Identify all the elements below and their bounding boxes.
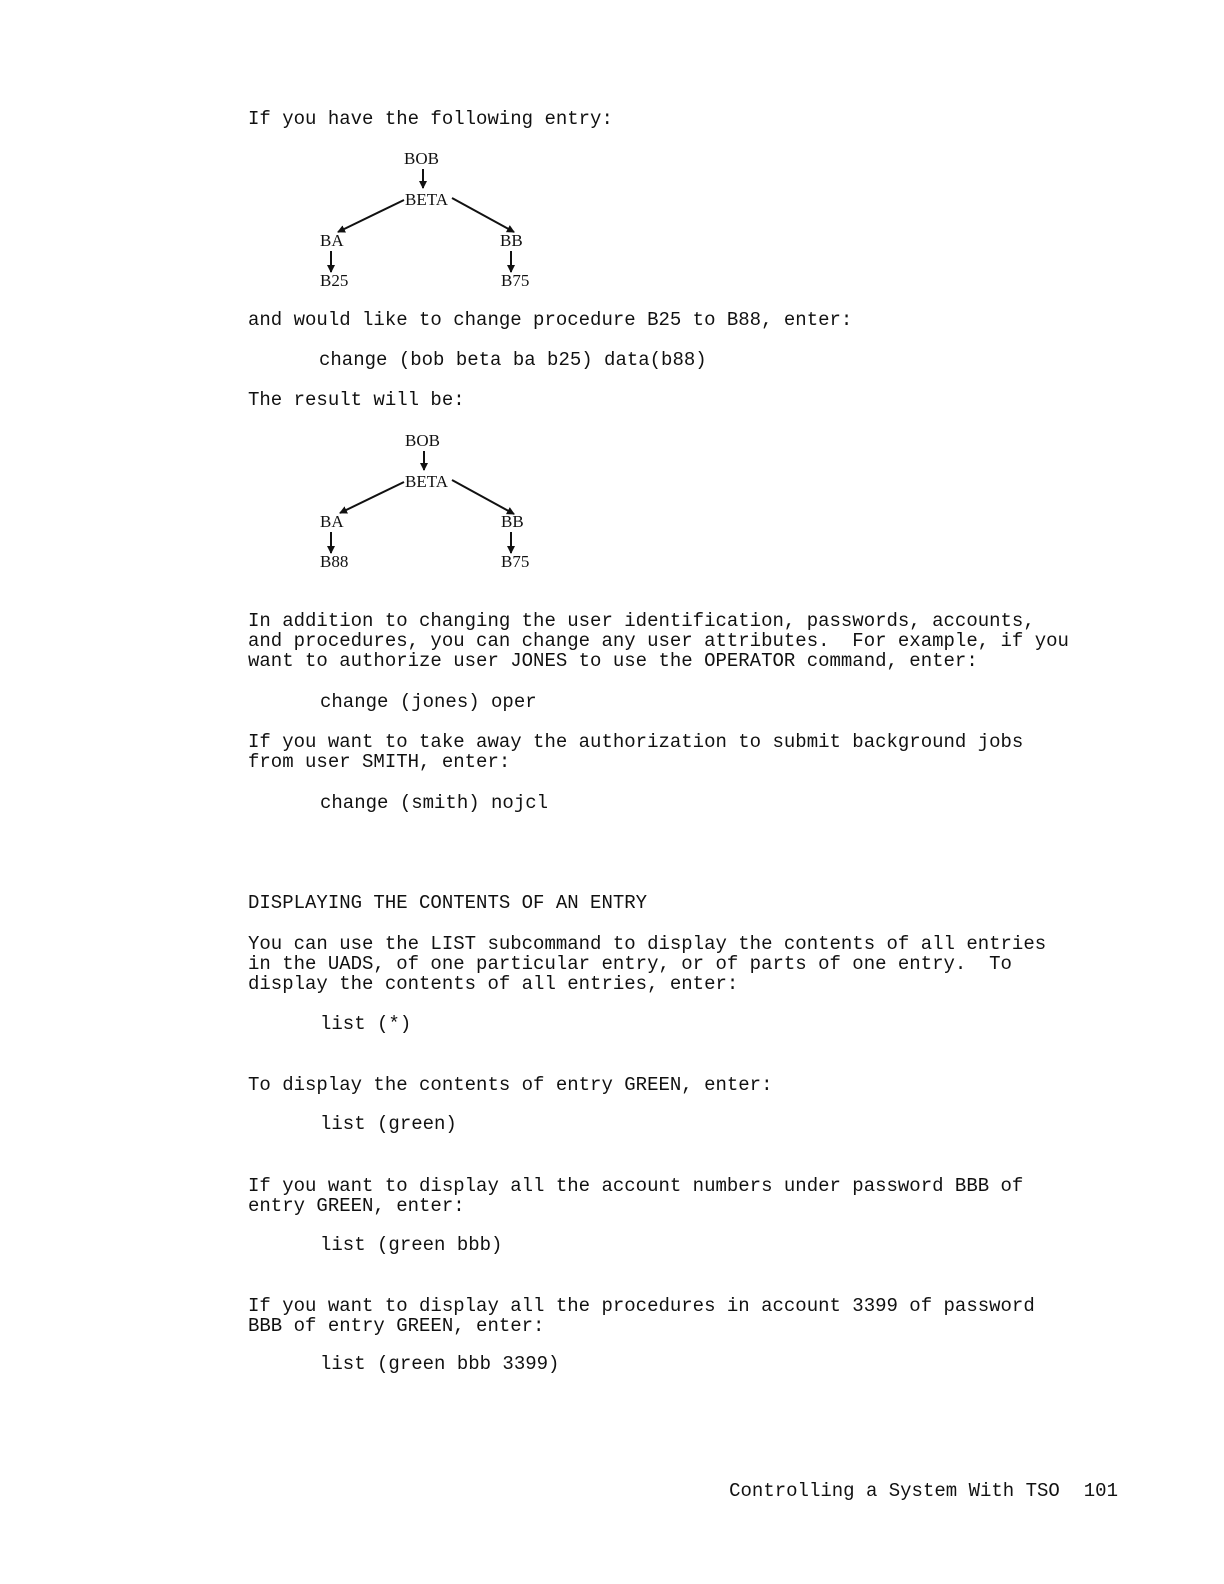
child-to-right-arrow [452, 480, 514, 514]
child-to-left-arrow [340, 482, 404, 513]
tree-child-label: BETA [405, 190, 449, 209]
section-heading: DISPLAYING THE CONTENTS OF AN ENTRY [248, 892, 648, 914]
nojcl-command: change (smith) nojcl [320, 792, 549, 814]
tree-diagram-after [300, 430, 560, 580]
change-text: and would like to change procedure B25 to B88, enter: [248, 309, 853, 331]
addition-para-line-3: want to authorize user JONES to use the OPERATOR command, enter: [248, 650, 978, 672]
addition-para-line-2: and procedures, you can change any user attributes. For example, if you [248, 630, 1069, 652]
proc-para-line-2: BBB of entry GREEN, enter: [248, 1315, 545, 1337]
child-to-right-arrow [452, 198, 514, 232]
tree-left-leaf-label: B88 [320, 552, 349, 571]
takeaway-para-line-1: If you want to take away the authorization to submit background jobs [248, 731, 1024, 753]
child-to-left-arrow [338, 200, 404, 232]
tree-right-branch-label: BB [500, 231, 523, 250]
oper-command: change (jones) oper [320, 691, 537, 713]
proc-para-line-1: If you want to display all the procedures in account 3399 of password [248, 1295, 1035, 1317]
tree-left-branch-label: BA [320, 231, 344, 250]
addition-para-line-1: In addition to changing the user identification, passwords, accounts, [248, 610, 1035, 632]
list-para-line-2: in the UADS, of one particular entry, or of parts of one entry. To [248, 953, 1012, 975]
list-all-command: list (*) [320, 1013, 412, 1035]
tree-right-leaf-label: B75 [501, 552, 530, 571]
tree-root-label: BOB [405, 431, 440, 450]
change-command: change (bob beta ba b25) data(b88) [319, 349, 707, 371]
list-para-line-1: You can use the LIST subcommand to display the contents of all entries [248, 933, 1047, 955]
tree-right-branch-label: BB [501, 512, 524, 531]
list-bbb-command: list (green bbb) [320, 1234, 503, 1256]
bbb-para-line-1: If you want to display all the account numbers under password BBB of [248, 1175, 1024, 1197]
intro-text: If you have the following entry: [248, 108, 613, 130]
page-footer [706, 1458, 1118, 1502]
tree-left-branch-label: BA [320, 512, 344, 531]
takeaway-para-line-2: from user SMITH, enter: [248, 751, 511, 773]
tree-right-leaf-label: B75 [501, 271, 530, 290]
tree-left-leaf-label: B25 [320, 271, 349, 290]
footer-title: Controlling a System With TSO [729, 1480, 1060, 1502]
list-para-line-3: display the contents of all entries, enter: [248, 973, 739, 995]
bbb-para-line-2: entry GREEN, enter: [248, 1195, 465, 1217]
list-green-command: list (green) [320, 1113, 457, 1135]
tree-child-label: BETA [405, 472, 449, 491]
result-text: The result will be: [248, 389, 465, 411]
tree-diagram-before [300, 148, 560, 298]
tree-root-label: BOB [404, 149, 439, 168]
list-proc-command: list (green bbb 3399) [320, 1353, 560, 1375]
green-text: To display the contents of entry GREEN, enter: [248, 1074, 773, 1096]
page-number: 101 [1083, 1480, 1118, 1502]
